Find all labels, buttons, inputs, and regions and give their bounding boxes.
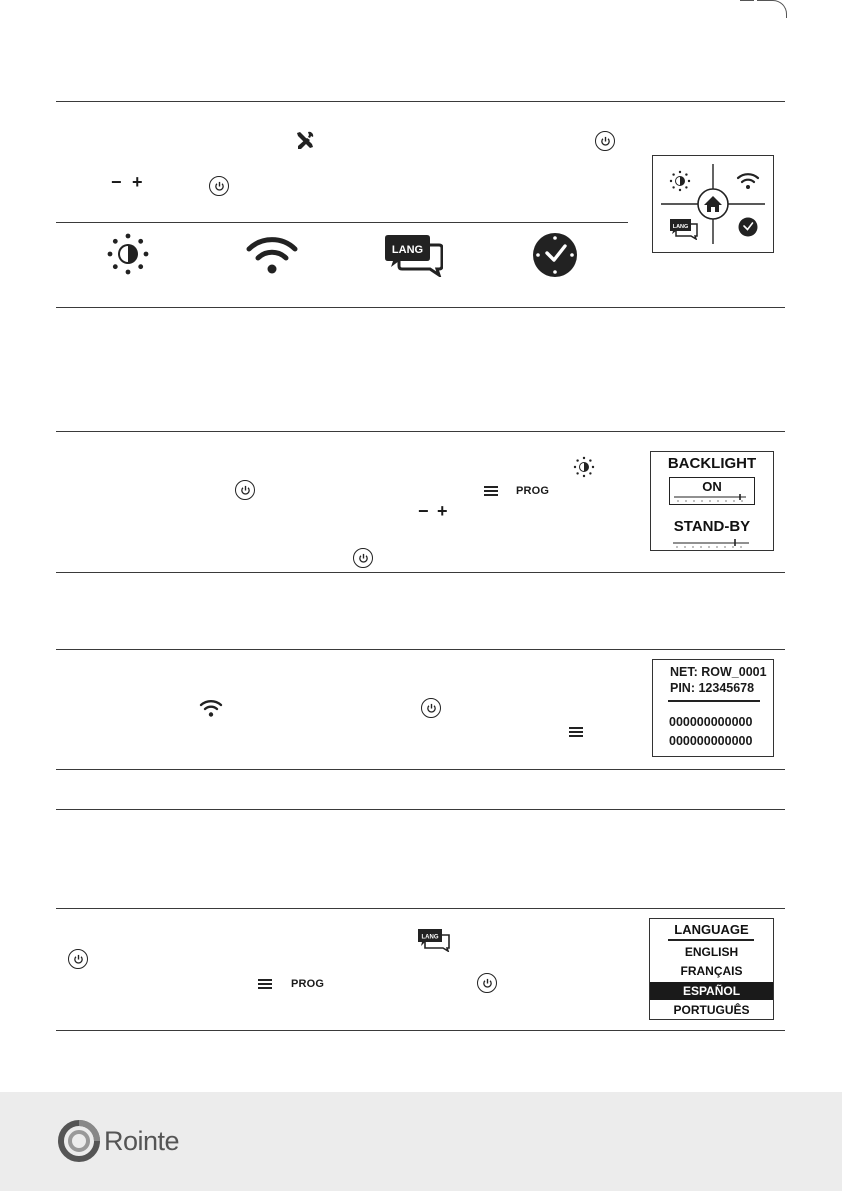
language-option: FRANÇAIS [680, 964, 743, 978]
rule [56, 769, 785, 770]
page-corner-mark [757, 0, 787, 18]
code-line-1: 000000000000 [669, 715, 753, 729]
wifi-screen [652, 659, 774, 757]
backlight-icon [573, 456, 595, 478]
language-option-selected: ESPAÑOL [682, 984, 741, 998]
rule [56, 431, 785, 432]
power-icon [68, 949, 88, 969]
language-icon [669, 218, 699, 240]
menu-icon [484, 486, 498, 496]
standby-label: STAND-BY [673, 518, 751, 535]
on-box [669, 477, 755, 505]
wifi-icon [199, 698, 223, 718]
rule [56, 222, 628, 223]
pin-label: PIN: 12345678 [670, 681, 755, 695]
plus-icon: + [437, 501, 448, 521]
language-screen [649, 918, 774, 1020]
lang-label: LANG [391, 244, 424, 256]
rule [56, 649, 785, 650]
language-icon [385, 233, 443, 277]
menu-icon [258, 979, 272, 989]
rule [56, 101, 785, 102]
separator [668, 700, 760, 702]
backlight-title: BACKLIGHT [667, 455, 757, 472]
wifi-icon [246, 236, 298, 274]
minus-icon: − [418, 501, 429, 521]
power-icon [235, 480, 255, 500]
lang-label: LANG [672, 224, 689, 230]
on-label: ON [702, 479, 722, 494]
brand-name: Rointe [104, 1126, 180, 1156]
rule [56, 809, 785, 810]
power-icon [477, 973, 497, 993]
tools-icon [294, 130, 316, 152]
power-icon [595, 131, 615, 151]
lang-label: LANG [421, 934, 439, 941]
clock-icon [532, 232, 578, 278]
power-icon [209, 176, 229, 196]
language-option: ENGLISH [684, 945, 739, 959]
plus-icon: + [132, 172, 143, 192]
code-line-2: 000000000000 [669, 734, 753, 748]
menu-icon [569, 727, 583, 737]
rule [56, 1030, 785, 1031]
rule [56, 572, 785, 573]
backlight-screen [650, 451, 774, 551]
footer [0, 1092, 842, 1191]
separator [668, 939, 754, 941]
minus-icon: − [111, 172, 122, 192]
main-menu-screen [652, 155, 774, 253]
rule [56, 908, 785, 909]
prog-label: PROG [291, 978, 325, 990]
power-icon [421, 698, 441, 718]
backlight-icon [106, 232, 150, 276]
clock-icon [738, 217, 758, 237]
net-label: NET: ROW_0001 [670, 665, 767, 679]
power-icon [353, 548, 373, 568]
rointe-logo-icon [57, 1119, 101, 1163]
prog-label: PROG [516, 485, 550, 497]
selected-highlight [650, 982, 773, 1000]
rule [56, 307, 785, 308]
language-option: PORTUGUÊS [673, 1003, 750, 1017]
language-title: LANGUAGE [674, 922, 749, 937]
language-icon [417, 928, 451, 952]
wifi-icon [736, 172, 760, 190]
backlight-icon [669, 170, 691, 192]
